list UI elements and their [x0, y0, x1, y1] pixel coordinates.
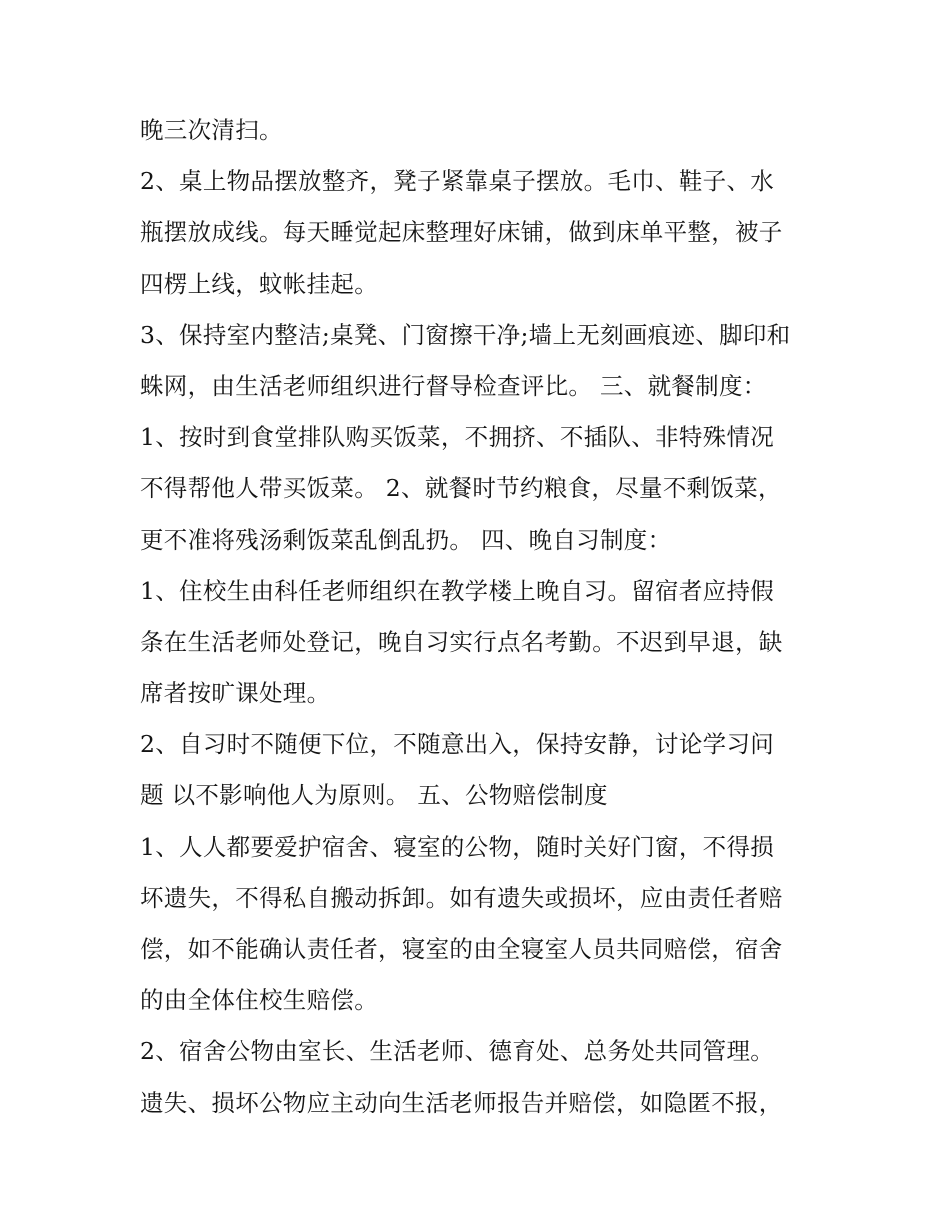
text-line: 坏遗失，不得私自搬动拆卸。如有遗失或损坏，应由责任者赔	[140, 883, 783, 912]
text-line: 2、宿舍公物由室长、生活老师、德育处、总务处共同管理。	[140, 1037, 775, 1066]
text-line: 条在生活老师处登记，晚自习实行点名考勤。不迟到早退，缺	[140, 627, 783, 656]
text-line: 蛛网，由生活老师组织进行督导检查评比。 三、就餐制度：	[140, 371, 767, 400]
text-line: 不得帮他人带买饭菜。 2、就餐时节约粮食，尽量不剩饭菜，	[140, 474, 782, 503]
text-line: 席者按旷课处理。	[140, 679, 331, 708]
text-line: 1、人人都要爱护宿舍、寝室的公物，随时关好门窗，不得损	[140, 832, 775, 861]
text-line: 3、保持室内整洁;桌凳、门窗擦干净;墙上无刻画痕迹、脚印和	[140, 320, 791, 349]
text-line: 2、桌上物品摆放整齐，凳子紧靠桌子摆放。毛巾、鞋子、水	[140, 167, 775, 196]
text-line: 1、按时到食堂排队购买饭菜，不拥挤、不插队、非特殊情况	[140, 423, 775, 452]
text-line: 瓶摆放成线。每天睡觉起床整理好床铺，做到床单平整，被子	[140, 218, 783, 247]
text-line: 的由全体住校生赔偿。	[140, 986, 378, 1015]
text-line: 1、住校生由科任老师组织在教学楼上晚自习。留宿者应持假	[140, 576, 775, 605]
text-line: 晚三次清扫。	[140, 116, 283, 144]
text-line: 遗失、损坏公物应主动向生活老师报告并赔偿，如隐匿不报，	[140, 1088, 783, 1117]
text-line: 题 以不影响他人为原则。 五、公物赔偿制度	[140, 781, 608, 810]
text-line: 四楞上线，蚊帐挂起。	[140, 269, 378, 298]
text-line: 更不准将残汤剩饭菜乱倒乱扔。 四、晚自习制度：	[140, 525, 672, 554]
text-line: 2、自习时不随便下位，不随意出入，保持安静，讨论学习问	[140, 730, 775, 759]
document-body	[140, 105, 820, 1129]
text-line: 偿，如不能确认责任者，寝室的由全寝室人员共同赔偿，宿舍	[140, 935, 783, 963]
